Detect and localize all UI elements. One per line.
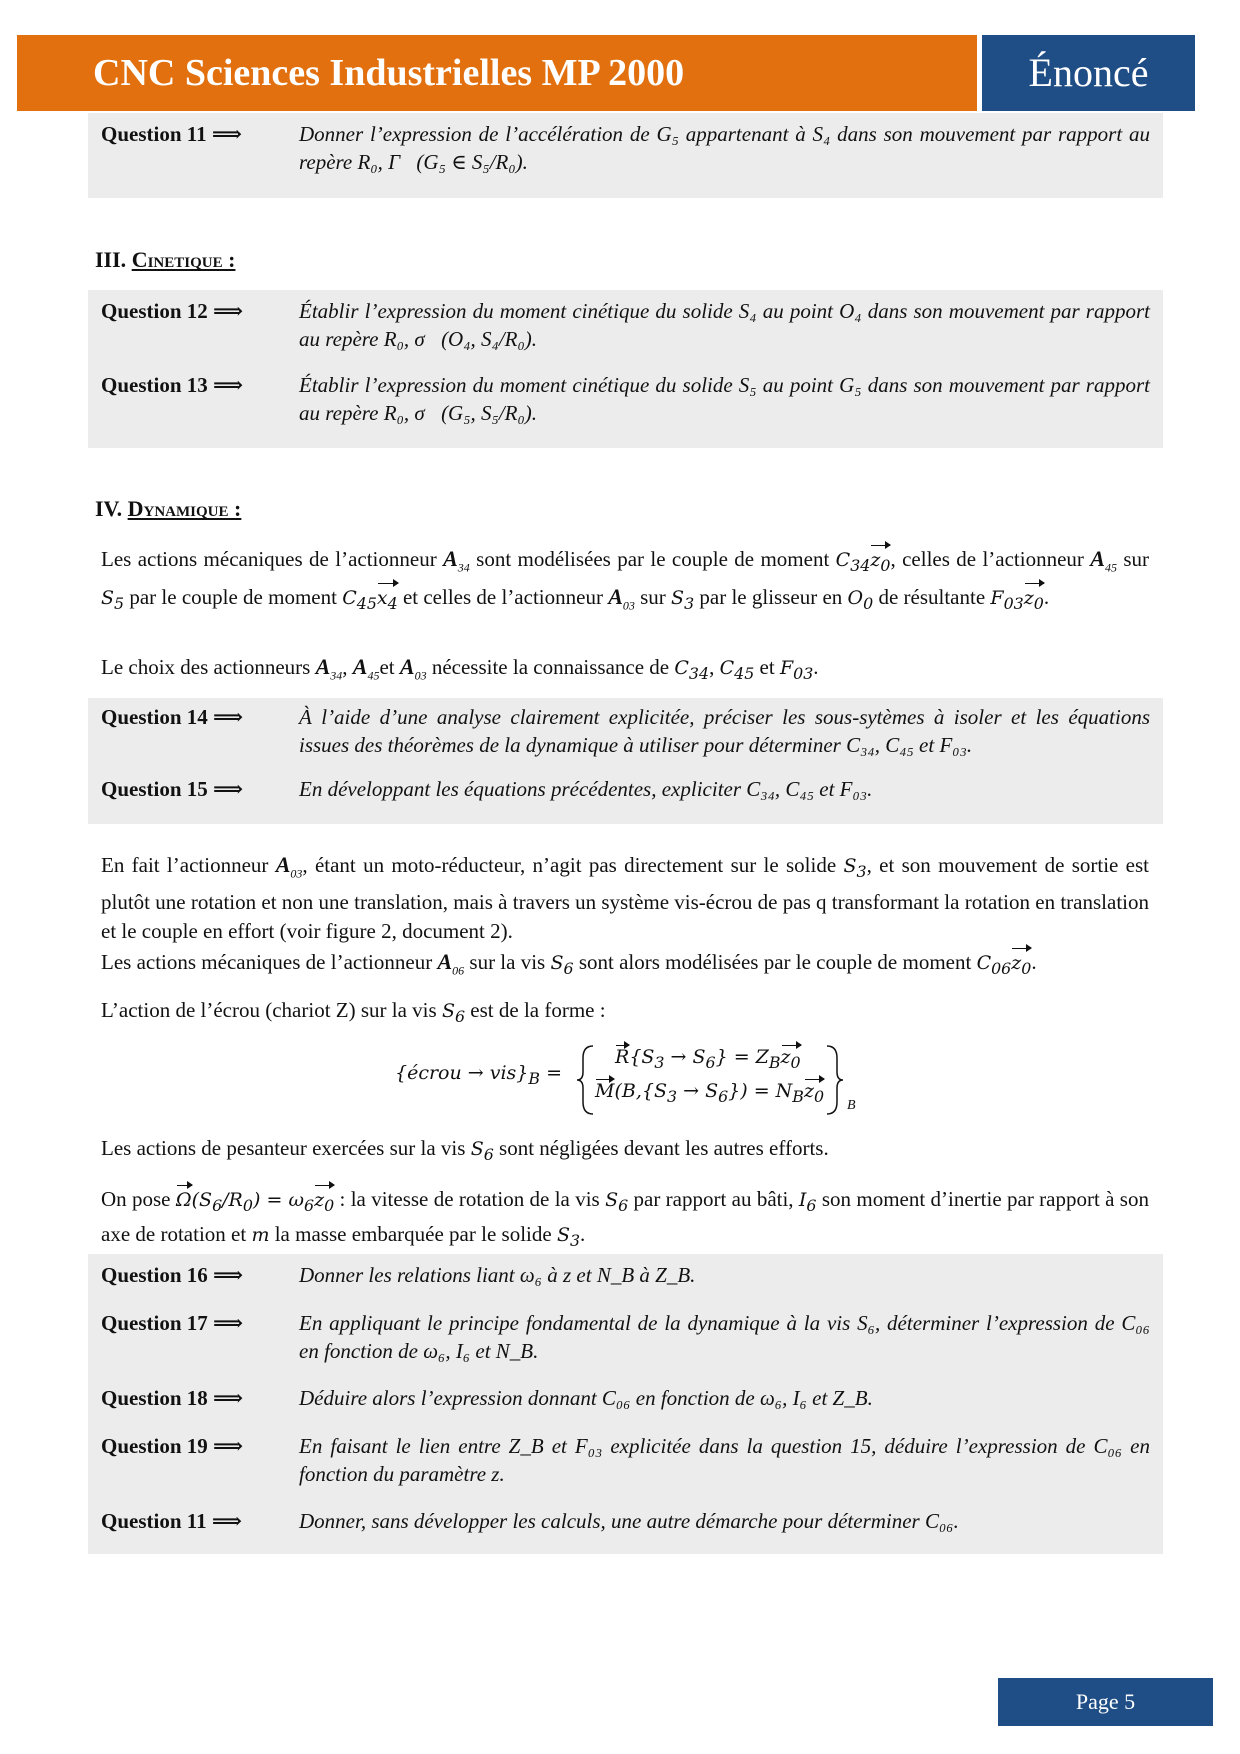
question-19: Question 19 ⟹ En faisant le lien entre Z_B et F₀₃ explicitée dans la question 15, déduire l’expression de C₀₆ en fonction du paramètre z. — [101, 1434, 1150, 1486]
paragraph-on-pose: On pose $\Omega(S_6/R_0) = \omega_6z_0$ : la vitesse de rotation de la vis $S_6$ par rapport au bâti, $I_6$ son moment d’inertie par rapport à son axe de rotation et m la masse embarquée par le solide $S_3$. — [101, 1187, 1149, 1250]
paragraph-choix-actionneurs: Le choix des actionneurs $A_{34}$, $A_{45}et$ $A_{03}$ nécessite la connaissance de $C_{34}$, $C_{45}$ et $F_{03}$. — [101, 654, 819, 683]
paragraph-pesanteur: Les actions de pesanteur exercées sur la vis $S_6$ sont négligées devant les autres efforts. — [101, 1136, 829, 1164]
torsor-equation: {écrou → $vis\}_B$ = $R\{S_3 \to S_6\} = Z_Bz_0$ $M(B,\{S_3 \to S_6\}) = N_Bz_0$ B — [395, 1040, 895, 1120]
question-16: Question 16 ⟹ Donner les relations liant ω₆ à z et N_B à Z_B. — [101, 1263, 696, 1287]
question-15: Question 15 ⟹ En développant les équations précédentes, expliciter C₃₄, C₄₅ et F₀₃. — [101, 777, 873, 801]
section-dynamique-heading: IV. Dynamique : — [95, 496, 242, 521]
question-box-cinetique — [88, 290, 1163, 448]
right-brace — [823, 1044, 845, 1116]
question-11-autre-demarche: Question 11 ⟹ Donner, sans développer les calculs, une autre démarche pour déterminer C₀₆. — [101, 1509, 959, 1533]
paragraph-moto-reducteur: En fait l’actionneur $A_{03}$, étant un moto-réducteur, n’agit pas directement sur le solide $S_3$, et son mouvement de sortie est plutôt une rotation et non une translation, mais à travers un système vis-écrou de pas q transformant la rotation en translation et le couple en effort (voir figure 2, document 2). — [101, 852, 1150, 944]
torsor-resultant: $R\{S_3 \to S_6\} = Z_Bz_0$ — [615, 1046, 801, 1072]
page-number: Page 5 — [998, 1678, 1213, 1726]
left-brace — [575, 1044, 597, 1116]
question-box-dynamique — [88, 698, 1163, 824]
document-title: CNC Sciences Industrielles MP 2000 — [17, 35, 977, 111]
torsor-moment: $M(B,\{S_3 \to S_6\}) = N_Bz_0$ — [595, 1080, 825, 1106]
section-cinetique-heading: III. Cinetique : — [95, 247, 236, 272]
paragraph-actionneurs: Les actions mécaniques de l’actionneur $A_{34}$ sont modélisées par le couple de moment $C_{34}z_0$, celles de l’actionneur $A_{45}$ sur $S_5$ par le couple de moment $C_{45}x_4$ et celles de l’actionneur $A_{03}$ sur $S_3$ par le glisseur en $O_0$ de résultante $F_{03}z_0$. — [101, 544, 1149, 621]
enonce-badge: Énoncé — [982, 35, 1195, 111]
question-box-kinematics — [88, 113, 1163, 198]
paragraph-action-ecrou: L’action de l’écrou (chariot Z) sur la vis $S_6$ est de la forme : — [101, 998, 606, 1026]
question-12: Question 12 ⟹ Établir l’expression du moment cinétique du solide S₄ au point O₄ dans son mouvement par rapport au repère R₀, σ⃗(O₄, S₄/R₀). — [101, 299, 1150, 351]
question-14: Question 14 ⟹ À l’aide d’une analyse clairement explicitée, préciser les sous-sytèmes à isoler et les équations issues des théorèmes de la dynamique à utiliser pour déterminer C₃₄, C₄₅ et F₀₃. — [101, 705, 1150, 757]
question-box-vis-ecrou — [88, 1254, 1163, 1554]
question-17: Question 17 ⟹ En appliquant le principe fondamental de la dynamique à la vis S₆, déterminer l’expression de C₀₆ en fonction de ω₆, I₆ et N_B. — [101, 1311, 1150, 1363]
question-11-acceleration: Question 11 ⟹ Donner l’expression de l’accélération de G₅ appartenant à S₄ dans son mouvement par rapport au repère R₀, Γ⃗(G₅ ∈ S₅/R₀). — [101, 122, 1150, 174]
question-18: Question 18 ⟹ Déduire alors l’expression donnant C₀₆ en fonction de ω₆, I₆ et Z_B. — [101, 1386, 873, 1410]
paragraph-actionneur-06: Les actions mécaniques de l’actionneur $A_{06}$ sur la vis $S_6$ sont alors modélisées par le couple de moment $C_{06}z_0$. — [101, 947, 1149, 985]
question-13: Question 13 ⟹ Établir l’expression du moment cinétique du solide S₅ au point G₅ dans son mouvement par rapport au repère R₀, σ⃗(G₅, S₅/R₀). — [101, 373, 1150, 425]
